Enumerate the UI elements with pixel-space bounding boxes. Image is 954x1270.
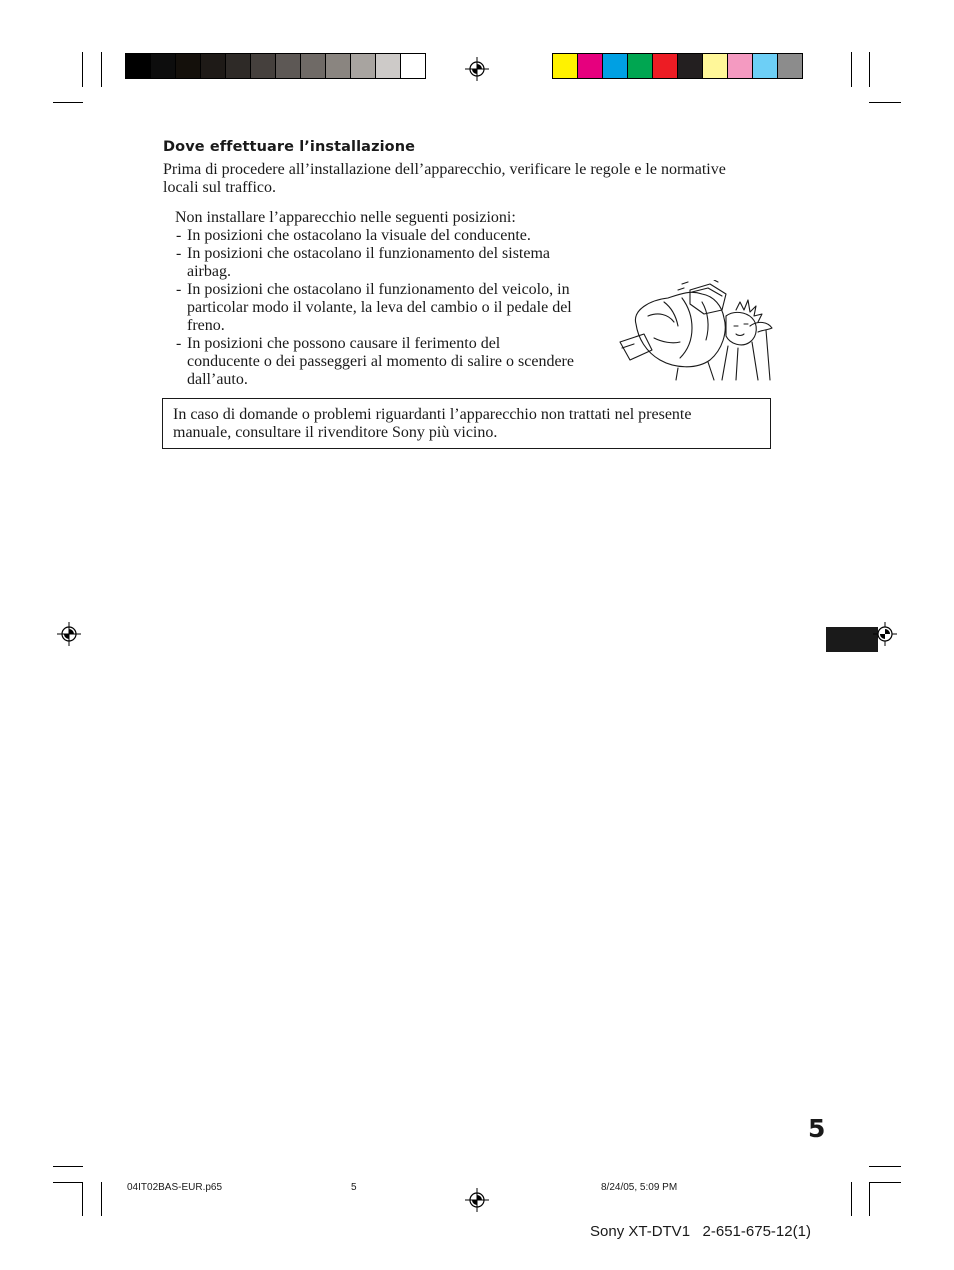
calibration-swatch xyxy=(653,54,678,78)
calibration-swatch xyxy=(401,54,425,78)
crop-mark xyxy=(53,1166,83,1167)
registration-mark-icon xyxy=(465,57,489,81)
calibration-swatch xyxy=(603,54,628,78)
list-item: - In posizioni che possono causare il ferimento del conducente o dei passeggeri al momento di salire o scendere dall’auto. xyxy=(176,335,574,389)
calibration-swatch xyxy=(753,54,778,78)
footer-page: 5 xyxy=(351,1182,357,1193)
crop-mark xyxy=(101,52,102,87)
calibration-swatch xyxy=(376,54,401,78)
footer-filename: 04IT02BAS-EUR.p65 xyxy=(127,1182,223,1193)
crop-mark xyxy=(82,52,83,87)
crop-mark xyxy=(869,102,901,103)
crop-mark xyxy=(101,1182,102,1216)
airbag-illustration xyxy=(618,280,778,384)
calibration-swatch xyxy=(553,54,578,78)
color-calibration-bar xyxy=(552,53,803,79)
list-intro: Non installare l’apparecchio nelle seguenti posizioni: xyxy=(175,209,516,226)
calibration-swatch xyxy=(578,54,603,78)
calibration-swatch xyxy=(176,54,201,78)
footer-model-code: Sony XT-DTV1 2-651-675-12(1) xyxy=(590,1223,811,1240)
list-item: - In posizioni che ostacolano la visuale del conducente. xyxy=(176,227,574,245)
crop-mark xyxy=(869,1182,901,1183)
calibration-swatch xyxy=(728,54,753,78)
calibration-swatch xyxy=(226,54,251,78)
crop-mark xyxy=(869,1182,870,1216)
calibration-swatch xyxy=(201,54,226,78)
language-tab-marker xyxy=(826,627,878,652)
crop-mark xyxy=(869,52,870,87)
installation-warning-list xyxy=(176,227,574,389)
registration-mark-icon xyxy=(57,622,81,646)
crop-mark xyxy=(82,1182,83,1216)
crop-mark xyxy=(851,52,852,87)
calibration-swatch xyxy=(151,54,176,78)
crop-mark xyxy=(869,1166,901,1167)
calibration-swatch xyxy=(276,54,301,78)
registration-mark-icon xyxy=(465,1188,489,1212)
calibration-swatch xyxy=(628,54,653,78)
section-heading: Dove effettuare l’installazione xyxy=(163,139,416,155)
calibration-swatch xyxy=(678,54,703,78)
crop-mark xyxy=(53,102,83,103)
calibration-swatch xyxy=(351,54,376,78)
calibration-swatch xyxy=(326,54,351,78)
list-item: - In posizioni che ostacolano il funzionamento del sistema airbag. xyxy=(176,245,574,281)
page-number: 5 xyxy=(808,1114,826,1143)
footer-date: 8/24/05, 5:09 PM xyxy=(601,1182,678,1193)
crop-mark xyxy=(851,1182,852,1216)
calibration-swatch xyxy=(703,54,728,78)
calibration-swatch xyxy=(778,54,802,78)
crop-mark xyxy=(53,1182,83,1183)
calibration-swatch xyxy=(126,54,151,78)
calibration-swatch xyxy=(251,54,276,78)
intro-paragraph: Prima di procedere all’installazione dell’apparecchio, verificare le regole e le normative locali sul traffico. xyxy=(163,161,726,196)
support-note-box: In caso di domande o problemi riguardanti l’apparecchio non trattati nel presente manuale, consultare il rivenditore Sony più vicino. xyxy=(162,398,771,449)
calibration-swatch xyxy=(301,54,326,78)
registration-mark-icon xyxy=(873,622,897,646)
list-item: - In posizioni che ostacolano il funzionamento del veicolo, in particolar modo il volante, la leva del cambio o il pedale del freno. xyxy=(176,281,574,335)
grayscale-calibration-bar xyxy=(125,53,426,79)
